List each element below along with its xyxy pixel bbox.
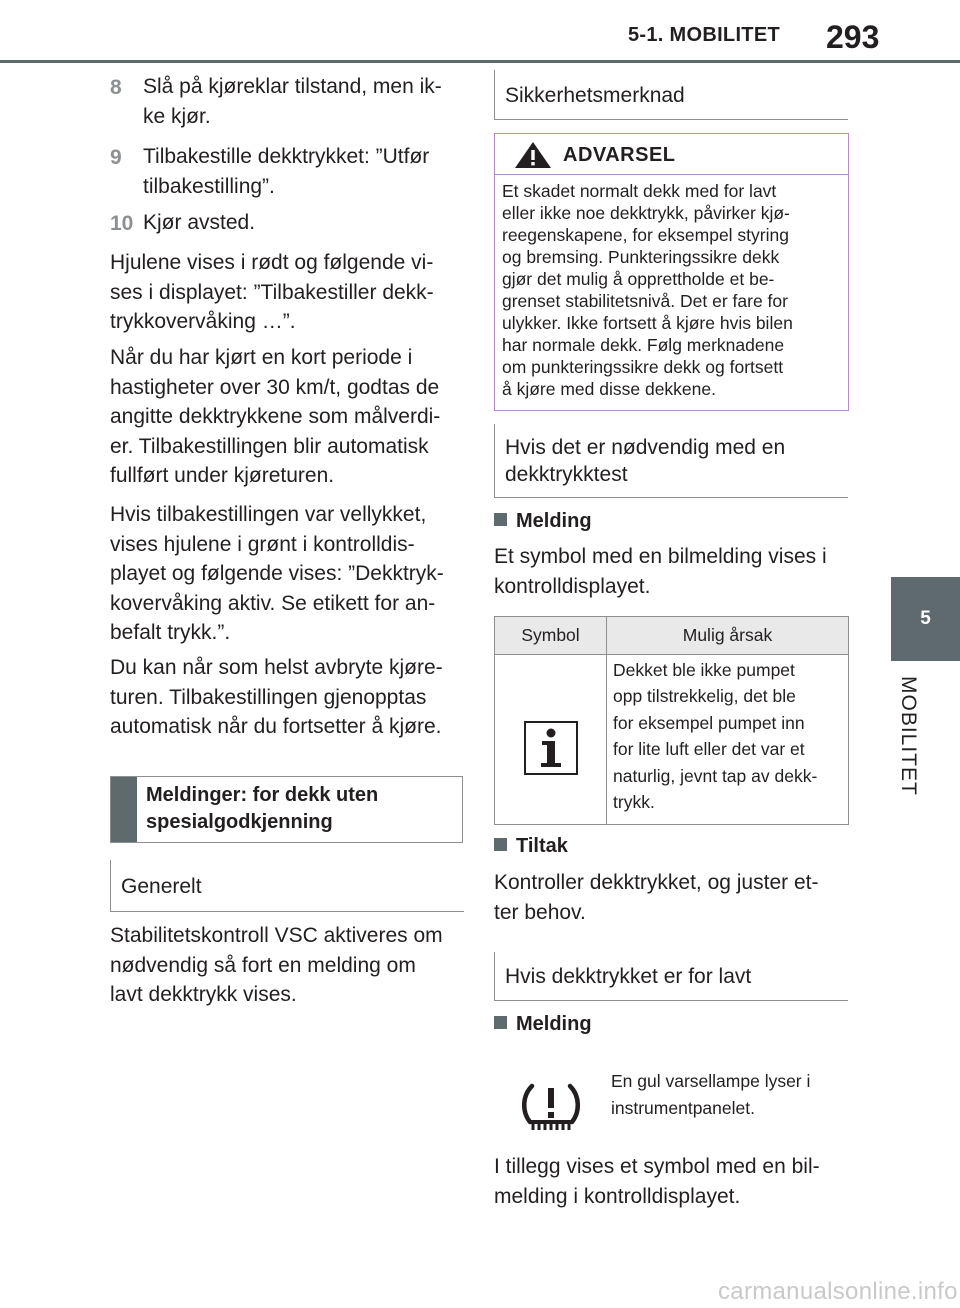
bullet-heading-tiltak: Tiltak [494,835,568,858]
table-cell-symbol [495,655,607,825]
subheading-generelt: Generelt [110,860,464,912]
header-rule [0,60,960,63]
message-table [494,616,849,825]
warning-label: ADVARSEL [563,144,676,166]
step-text: Tilbakestille dekktrykket: ”Utfør tilbakestilling”. [143,145,430,198]
subheading-low-pressure: Hvis dekktrykket er for lavt [494,952,848,1001]
paragraph: Stabilitetskontroll VSC aktiveres om nødvendig så fort en melding om lavt dekktrykk vises. [110,924,443,1006]
warning-text: Et skadet normalt dekk med for lavt eller ikke noe dekktrykk, påvirker kjø- reegenskapene, for eksempel styring og bremsing. Punkteringssikre dekk gjør det mulig å opprettholde et be- grenset stabilitetsnivå. Det er fare for ulykker. Ikke fortsett å kjøre hvis bilen har normale dekk. Følg merknadene om punkteringssikre dekk og fortsett å kjøre med disse dekkene. [502,181,793,399]
subheading-safety: Sikkerhetsmerknad [494,70,848,120]
table-row [495,655,849,825]
paragraph: Hjulene vises i rødt og følgende vi- ses i displayet: ”Tilbakestiller dekk- trykkovervåking …”. [110,251,434,333]
info-icon [524,721,578,775]
table-header-row [495,617,849,655]
square-bullet-icon [494,1016,507,1029]
bullet-heading-melding: Melding [494,510,592,533]
table-header: Symbol [495,617,607,655]
step-text: Slå på kjøreklar tilstand, men ik- ke kjør. [143,75,442,128]
table-cell-cause: Dekket ble ikke pumpet opp tilstrekkelig, det ble for eksempel pumpet inn for lite luft eller det var et naturlig, jevnt tap av dekk- trykk. [607,655,849,825]
warning-triangle-icon [513,140,553,170]
subheading-test: Hvis det er nødvendig med en dekktrykktest [494,424,848,498]
paragraph: Hvis tilbakestillingen var vellykket, vises hjulene i grønt i kontrolldis- playet og følgende vises: ”Dekktryk- kovervåking aktiv. Se etikett for an- befalt trykk.”. [110,503,444,644]
square-bullet-icon [494,838,507,851]
chapter-tab-label: MOBILITET [897,676,920,796]
square-bullet-icon [494,513,507,526]
step-number: 9 [110,146,122,169]
paragraph: I tillegg vises et symbol med en bil- melding i kontrolldisplayet. [494,1155,820,1208]
paragraph: Når du har kjørt en kort periode i hastigheter over 30 km/t, godtas de angitte dekktrykkene som målverdi- er. Tilbakestillingen blir automatisk fullført under kjøreturen. [110,346,441,487]
paragraph: Et symbol med en bilmelding vises i kontrolldisplayet. [494,545,827,598]
section-heading: Meldinger: for dekk uten spesialgodkjenning [146,784,379,833]
step-number: 8 [110,76,122,99]
page-number: 293 [826,19,880,55]
watermark: carmanualsonline.info [718,1278,958,1305]
paragraph: Kontroller dekktrykket, og juster et- ter behov. [494,871,819,924]
section-title: 5-1. MOBILITET [628,24,780,46]
bullet-heading-melding: Melding [494,1013,592,1036]
table-header: Mulig årsak [607,617,849,655]
step-number: 10 [110,212,134,235]
heading-bar [111,777,137,842]
chapter-tab-number: 5 [891,577,960,661]
tire-pressure-warning-icon [520,1080,582,1134]
lamp-description: En gul varsellampe lyser i instrumentpanelet. [611,1071,811,1118]
section-heading-box [110,776,463,843]
step-text: Kjør avsted. [143,211,256,234]
paragraph: Du kan når som helst avbryte kjøre- turen. Tilbakestillingen gjenopptas automatisk når du fortsetter å kjøre. [110,656,443,738]
warning-header [495,134,848,175]
warning-box [494,133,849,411]
